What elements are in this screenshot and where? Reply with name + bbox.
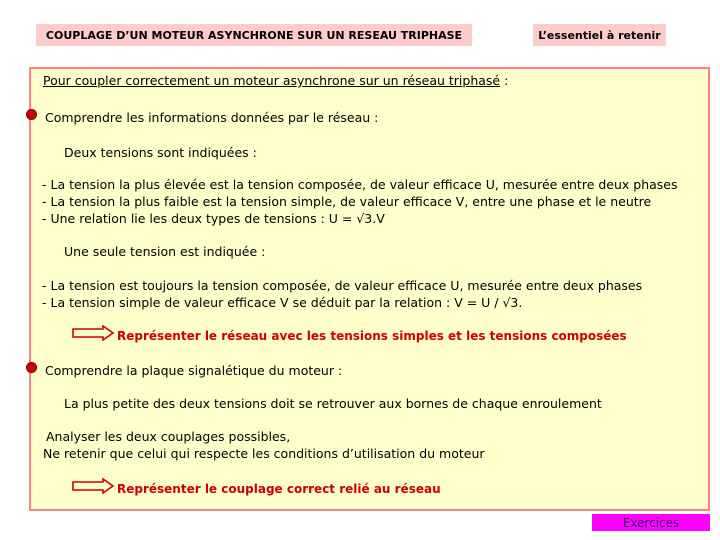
section2-line-1: Analyser les deux couplages possibles,	[46, 429, 291, 444]
section1-conclusion: Représenter le réseau avec les tensions simples et les tensions composées	[117, 329, 627, 343]
right-arrow-icon	[71, 478, 115, 494]
section1-case-two-label: Deux tensions sont indiquées :	[64, 145, 257, 160]
section1-case-two-line-3: - Une relation lie les deux types de tensions : U = √3.V	[42, 211, 385, 226]
page-title	[36, 24, 472, 46]
section2-statement: La plus petite des deux tensions doit se retrouver aux bornes de chaque enroulement	[64, 396, 602, 411]
right-arrow-icon	[71, 325, 115, 341]
page-title-text: COUPLAGE D’UN MOTEUR ASYNCHRONE SUR UN RESEAU TRIPHASE	[45, 28, 463, 42]
intro-text: Pour coupler correctement un moteur asynchrone sur un réseau triphasé	[43, 73, 501, 88]
exercises-button-label: Exercices	[622, 515, 680, 530]
bullet-icon	[26, 362, 37, 373]
intro-line	[43, 73, 508, 89]
section2-conclusion: Représenter le couplage correct relié au réseau	[117, 482, 441, 496]
section1-case-one-line-2: - La tension simple de valeur efficace V se déduit par la relation : V = U / √3.	[42, 295, 523, 310]
summary-label	[533, 24, 666, 46]
bullet-icon	[26, 109, 37, 120]
section1-case-one-line-1: - La tension est toujours la tension composée, de valeur efficace U, mesurée entre deux phases	[42, 278, 643, 293]
section1-case-one-label: Une seule tension est indiquée :	[64, 244, 266, 259]
intro-suffix: :	[500, 73, 509, 88]
summary-label-text: L’essentiel à retenir	[538, 28, 661, 42]
section1-case-two-line-1: - La tension la plus élevée est la tension composée, de valeur efficace U, mesurée entre deux phases	[42, 177, 678, 192]
section2-line-2: Ne retenir que celui qui respecte les conditions d’utilisation du moteur	[43, 446, 485, 461]
section1-heading: Comprendre les informations données par le réseau :	[45, 110, 379, 125]
section1-case-two-line-2: - La tension la plus faible est la tension simple, de valeur efficace V, entre une phase et le neutre	[42, 194, 652, 209]
exercises-button[interactable]	[592, 514, 710, 531]
section2-heading: Comprendre la plaque signalétique du moteur :	[45, 363, 343, 378]
